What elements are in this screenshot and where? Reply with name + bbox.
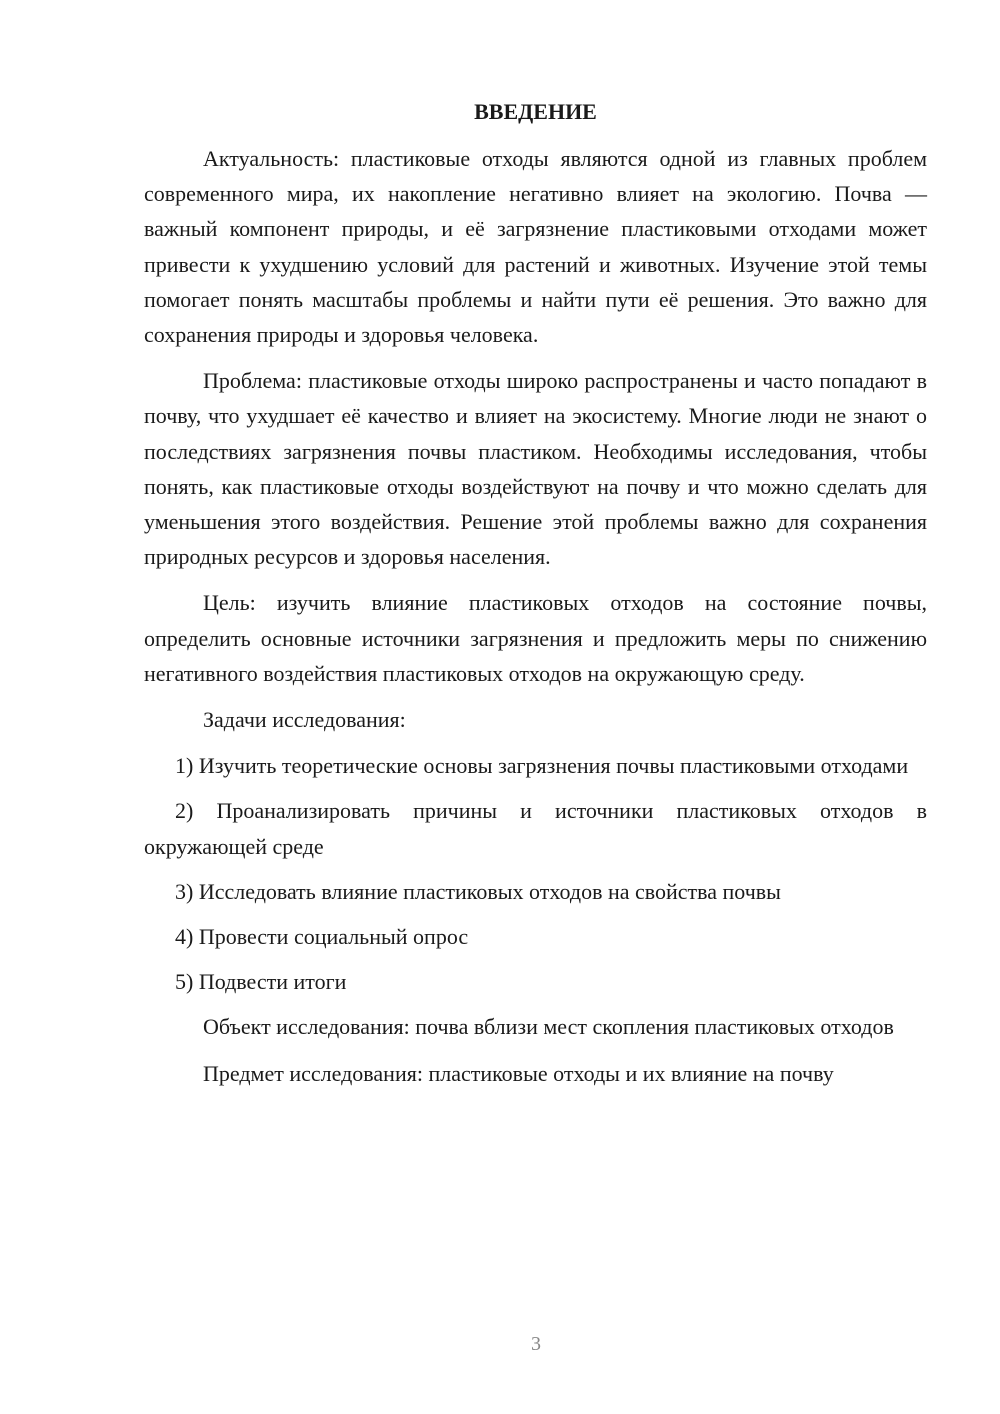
subject-paragraph: Предмет исследования: пластиковые отходы и их влияние на почву (203, 1060, 834, 1086)
task-item: 2) Проанализировать причины и источники пластиковых отходов в окружающей среде (144, 798, 927, 859)
task-item: 5) Подвести итоги (175, 969, 347, 995)
tasks-list (144, 748, 927, 999)
tasks-heading: Задачи исследования: (203, 707, 406, 733)
task-item: 4) Провести социальный опрос (175, 924, 469, 950)
document-body (144, 94, 927, 1102)
object-paragraph: Объект исследования: почва вблизи мест скопления пластиковых отходов (203, 1014, 894, 1040)
page-number: 3 (531, 1333, 541, 1355)
relevance-paragraph: Актуальность: пластиковые отходы являются одной из главных проблем современного мира, их накопление негативно влияет на экологию. Почва — важный компонент природы, и её загрязнение пластиковыми отходами может привести к ухудшению условий для растений и животных. Изучение этой темы помогает понять масштабы проблемы и найти пути её решения. Это важно для сохранения природы и здоровья человека. (144, 146, 927, 348)
task-item: 1) Изучить теоретические основы загрязнения почвы пластиковыми отходами (175, 753, 909, 779)
section-title: ВВЕДЕНИЕ (474, 99, 597, 124)
task-item: 3) Исследовать влияние пластиковых отходов на свойства почвы (175, 878, 781, 904)
goal-paragraph: Цель: изучить влияние пластиковых отходов на состояние почвы, определить основные источники загрязнения и предложить меры по снижению негативного воздействия пластиковых отходов на окружающую среду. (144, 590, 927, 686)
problem-paragraph: Проблема: пластиковые отходы широко распространены и часто попадают в почву, что ухудшает её качество и влияет на экосистему. Многие люди не знают о последствиях загрязнения почвы пластиком. Необходимы исследования, чтобы понять, как пластиковые отходы воздействуют на почву и что можно сделать для уменьшения этого воздействия. Решение этой проблемы важно для сохранения природных ресурсов и здоровья населения. (144, 368, 927, 570)
